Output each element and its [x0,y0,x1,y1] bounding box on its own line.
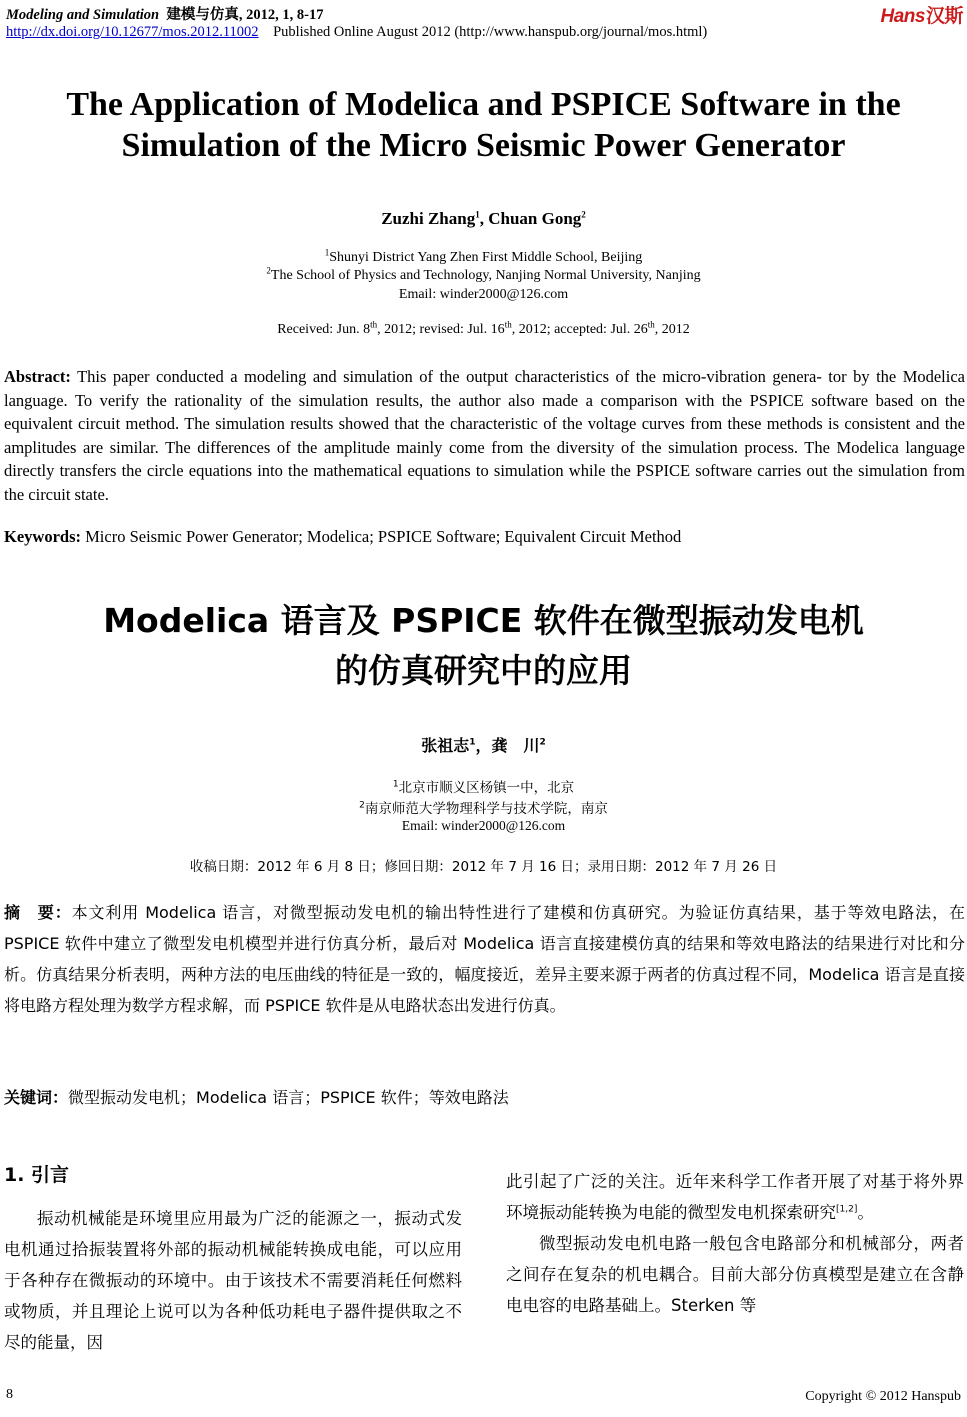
keywords-text-en: Micro Seismic Power Generator; Modelica; PSPICE Software; Equivalent Circuit Method [85,527,682,546]
received-sup2: th [504,319,512,330]
doi-line [6,24,707,41]
author2-sup: 2 [581,209,586,220]
doi-link[interactable]: http://dx.doi.org/10.12677/mos.2012.11002 [6,24,259,40]
authors-cn [0,733,967,756]
title-cn-line2: 的仿真研究中的应用 [335,651,632,690]
citation-ref[interactable]: [1,2] [836,1204,858,1215]
affil2-cn-sup: 2 [359,800,365,811]
author2-cn-sup: 2 [539,737,546,748]
received-suffix: , 2012 [654,322,690,337]
email-cn-text: Email: winder2000@126.com [401,818,566,833]
intro-paragraph-1: 振动机械能是环境里应用最为广泛的能源之一，振动式发电机通过拾振装置将外部的振动机械能转换成电能，可以应用于各种存在微振动的环境中。由于该技术不需要消耗任何燃料或物质，并且理论上说可以为各种低功耗电子器件提供取之不尽的能量，因 [4,1209,462,1352]
received-mid2: , 2012; accepted: Jul. 26 [511,322,648,337]
abstract-label-en: Abstract: [4,367,71,386]
received-sup3: th [647,319,655,330]
volume-info: , 2012, 1, 8-17 [238,7,324,23]
affil1-cn-sup: 1 [392,779,399,790]
intro-paragraph-1-end: 。 [857,1203,874,1222]
affil1-sup: 1 [324,247,330,258]
paper-title-en [0,84,967,166]
journal-name-cn: 建模与仿真 [166,7,239,23]
author1-sup: 1 [475,209,480,220]
copyright-notice: Copyright © 2012 Hanspub [805,1389,961,1404]
affiliation1-en [0,247,967,266]
email-cn [0,818,967,834]
published-info: Published Online August 2012 (http://www.hanspub.org/journal/mos.html) [273,24,708,40]
email-en: Email: winder2000@126.com [398,287,569,302]
logo-text-cn: 汉斯 [925,6,963,27]
abstract-text-en: This paper conducted a modeling and simulation of the output characteristics of the micro-vibration genera- tor by the Modelica language. To verify the rationality of the simulation results, the author also made a comparison with the PSPICE software based on the equivalent circuit method. The simulation results showed that the characteristic of the voltage curves from these methods is consistent and the amplitudes are similar. The differences of the amplitude mainly come from the diversity of the simulation process. The Modelica language directly transfers the circle equations into the mathematical equations to simulation while the PSPICE software carries out the simulation from the circuit state. [4,367,966,504]
keywords-text-cn: 微型振动发电机；Modelica 语言；PSPICE 软件；等效电路法 [68,1088,509,1107]
page-number: 8 [6,1387,13,1402]
keywords-label-cn: 关键词： [4,1088,69,1107]
received-prefix: Received: Jun. 8 [277,322,371,337]
abstract-label-cn: 摘 要： [4,903,72,922]
received-sup1: th [370,319,378,330]
authors-en [0,209,967,229]
abstract-cn [4,897,965,1021]
paper-title-cn [0,596,967,696]
journal-name: Modeling and Simulation [6,7,160,23]
affil2-cn-text: 南京师范大学物理科学与技术学院，南京 [364,801,608,817]
keywords-label-en: Keywords: [4,527,81,546]
received-dates-en [0,319,967,338]
affil1-text: Shunyi District Yang Zhen First Middle School, Beijing [329,250,643,265]
keywords-en [4,525,965,549]
affiliation2-cn [0,797,967,817]
section-heading-intro: 1. 引言 [4,1164,70,1186]
received-mid1: , 2012; revised: Jul. 16 [377,322,505,337]
abstract-en [4,365,965,506]
title-en-line1: The Application of Modelica and PSPICE Software in the [66,86,901,123]
author2-en: Chuan Gong [488,209,582,228]
author1-cn: 张祖志 [421,736,470,755]
affil2-text: The School of Physics and Technology, Nanjing Normal University, Nanjing [270,268,701,283]
affil2-sup: 2 [266,265,271,276]
body-column-left [4,1203,462,1358]
affil1-cn-text: 北京市顺义区杨镇一中，北京 [398,780,575,796]
author-separator-cn: ， [475,736,492,755]
affiliation1-cn [0,776,967,796]
affiliation2-en [0,265,967,284]
keywords-cn [4,1082,965,1113]
author-separator: , [479,209,489,228]
intro-paragraph-1-cont [506,1166,964,1228]
author2-cn: 龚 川 [491,736,540,755]
abstract-text-cn: 本文利用 Modelica 语言，对微型振动发电机的输出特性进行了建模和仿真研究。为验证仿真结果，基于等效电路法，在 PSPICE 软件中建立了微型发电机模型并进行仿真分析，最后对 Modelica 语言直接建模仿真的结果和等效电路法的结果进行对比和分析。仿真结果分析表明，两种方法的电压曲线的特征是一致的，幅度接近，差异主要来源于两者的仿真过程不同，Modelica 语言是直接将电路方程处理为数学方程求解，而 PSPICE 软件是从电路状态出发进行仿真。 [4,903,965,1015]
author1-cn-sup: 1 [469,737,476,748]
author1-en: Zuzhi Zhang [381,209,476,228]
title-en-line2: Simulation of the Micro Seismic Power Generator [121,127,846,164]
hans-logo [881,1,963,28]
intro-paragraph-2: 微型振动发电机电路一般包含电路部分和机械部分，两者之间存在复杂的机电耦合。目前大部分仿真模型是建立在含静电电容的电路基础上。Sterken 等 [506,1234,964,1315]
intro-paragraph-1-cont-text: 此引起了广泛的关注。近年来科学工作者开展了对基于将外界环境振动能转换为电能的微型发电机探索研究 [506,1172,964,1222]
journal-citation [6,3,323,24]
logo-text: Hans [880,6,925,27]
body-column-right [506,1166,964,1321]
received-dates-cn: 收稿日期：2012 年 6 月 8 日；修回日期：2012 年 7 月 16 日；录用日期：2012 年 7 月 26 日 [189,859,778,875]
title-cn-line1: Modelica 语言及 PSPICE 软件在微型振动发电机 [103,601,864,640]
